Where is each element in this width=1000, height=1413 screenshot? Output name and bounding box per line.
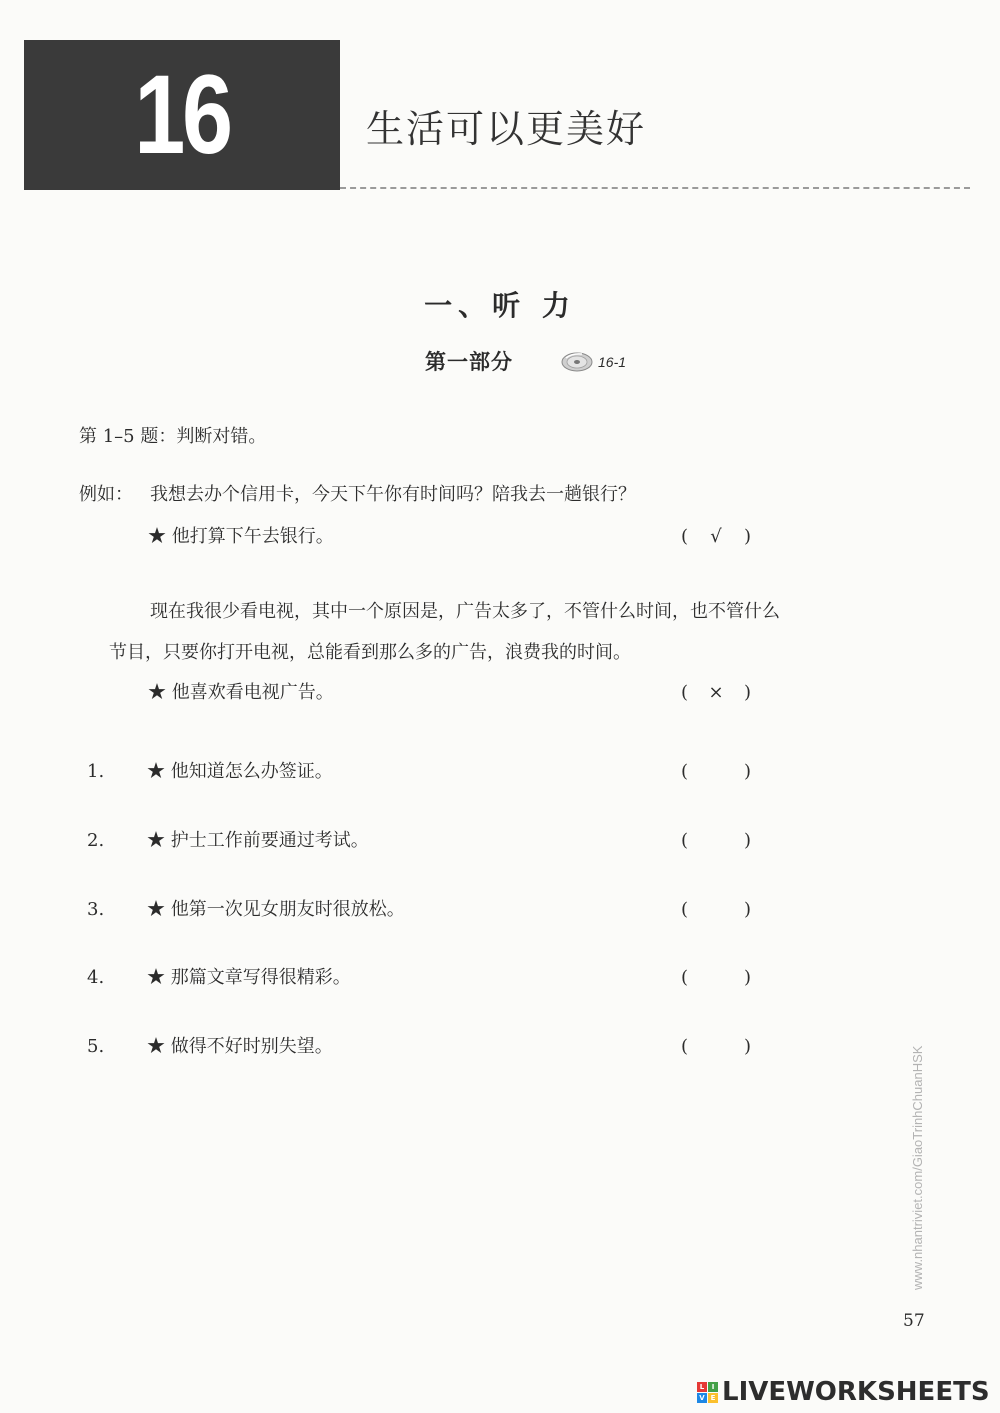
question-text: ★ 那篇文章写得很精彩。 (147, 967, 351, 988)
example-text-1: 我想去办个信用卡，今天下午你有时间吗？陪我去一趟银行？ (150, 484, 636, 505)
paren-open: ( (681, 1036, 689, 1057)
logo-letter: V (697, 1393, 707, 1403)
example-label: 例如： (79, 484, 133, 505)
paren-open: ( (681, 761, 689, 782)
question-number: 1. (87, 761, 105, 782)
brand-name: LIVEWORKSHEETS (722, 1377, 990, 1407)
example-statement-2: ★ 他喜欢看电视广告。 (148, 682, 334, 703)
paren-close: ) (743, 682, 751, 703)
chapter-number-box (24, 40, 340, 190)
question-number: 3. (87, 899, 105, 920)
question-number: 2. (87, 830, 105, 851)
liveworksheets-brand[interactable] (697, 1377, 990, 1407)
paren-close: ) (743, 526, 751, 547)
question-number: 4. (87, 967, 105, 988)
part-title: 第一部分 (425, 349, 513, 374)
answer-blank[interactable] (688, 1035, 744, 1059)
paren-open: ( (681, 967, 689, 988)
answer-field-1[interactable] (681, 760, 751, 784)
answer-blank[interactable] (688, 760, 744, 784)
answer-field-5[interactable] (681, 1035, 751, 1059)
paren-open: ( (681, 830, 689, 851)
answer-field-2[interactable] (681, 829, 751, 853)
logo-letter: E (708, 1393, 718, 1403)
answer-mark: √ (710, 526, 722, 547)
paren-close: ) (743, 1036, 751, 1057)
question-text: ★ 他第一次见女朋友时很放松。 (147, 899, 405, 920)
track-label: 16-1 (598, 354, 627, 370)
answer-blank[interactable] (688, 898, 744, 922)
section-title: 一、听 力 (424, 289, 576, 322)
example-text-2-line-2: 节目，只要你打开电视，总能看到那么多的广告，浪费我的时间。 (109, 642, 631, 663)
example-answer-1 (681, 525, 751, 549)
paren-open: ( (681, 682, 689, 703)
answer-field-3[interactable] (681, 898, 751, 922)
example-text-2-line-1: 现在我很少看电视，其中一个原因是，广告太多了，不管什么时间，也不管什么 (150, 601, 780, 622)
paren-close: ) (743, 899, 751, 920)
paren-close: ) (743, 761, 751, 782)
answer-mark: × (708, 682, 724, 703)
example-statement-1: ★ 他打算下午去银行。 (148, 526, 334, 547)
question-text: ★ 他知道怎么办签证。 (147, 761, 333, 782)
answer-blank[interactable] (688, 829, 744, 853)
header-divider (340, 187, 970, 189)
paren-open: ( (681, 899, 689, 920)
chapter-title: 生活可以更美好 (366, 107, 647, 151)
paren-close: ) (743, 967, 751, 988)
instructions: 第 1–5 题：判断对错。 (79, 426, 267, 447)
liveworksheets-logo-icon (697, 1382, 718, 1403)
page-number: 57 (903, 1311, 925, 1331)
question-text: ★ 护士工作前要通过考试。 (147, 830, 369, 851)
side-watermark: www.nhantriviet.com/GiaoTrinhChuanHSK (910, 1045, 925, 1290)
question-text: ★ 做得不好时别失望。 (147, 1036, 333, 1057)
answer-field-4[interactable] (681, 966, 751, 990)
logo-letter: I (708, 1382, 718, 1392)
audio-cd-icon[interactable] (560, 349, 594, 377)
answer-blank[interactable] (688, 966, 744, 990)
example-answer-2 (681, 681, 751, 705)
question-number: 5. (87, 1036, 105, 1057)
chapter-number: 16 (134, 52, 230, 177)
logo-letter: L (697, 1382, 707, 1392)
paren-open: ( (681, 526, 689, 547)
paren-close: ) (743, 830, 751, 851)
